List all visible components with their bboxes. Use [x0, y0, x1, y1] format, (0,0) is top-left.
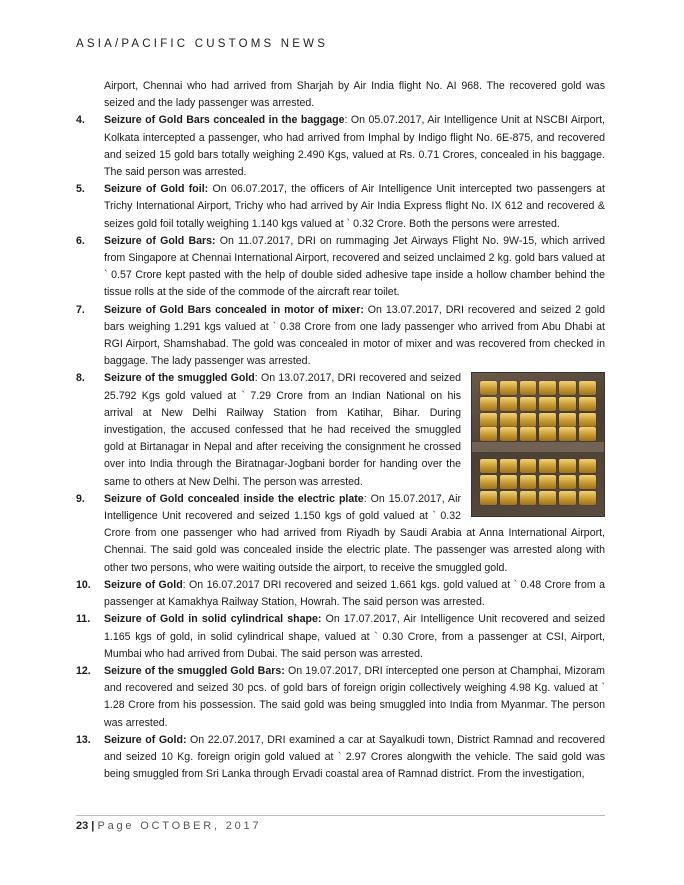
footer-separator: | [88, 820, 98, 832]
item-title-separator: : [344, 114, 351, 127]
item-title: Seizure of Gold concealed inside the electric plate [104, 492, 364, 505]
seizure-item [76, 112, 605, 181]
footer-divider [76, 815, 605, 816]
page-footer [76, 820, 261, 832]
seizure-item [76, 611, 605, 663]
item-text: On 17.07.2017, Air Intelligence Unit recovered and seized 1.165 kgs of gold, in solid cylindrical shape, valued at ` 0.30 Crore, from a passenger at CSI, Airport, Mumbai who had arrived from Dubai. The said person was arrested. [104, 613, 606, 660]
item-title: Seizure of Gold [104, 578, 183, 591]
item-number: 7. [76, 303, 85, 316]
footer-label: Page OCTOBER, 2017 [97, 820, 262, 832]
item-number: 12. [76, 664, 91, 677]
item-text: On 05.07.2017, Air Intelligence Unit at NSCBI Airport, Kolkata intercepted a passenger, who had arrived from Imphal by Indigo flight No. 6E-875, and recovered and seized 15 gold bars totally weighing 2.490 Kgs, valued at Rs. 0.71 Crores, concealed in his baggage. The said person was arrested. [104, 114, 605, 179]
item-text: On 16.07.2017 DRI recovered and seized 1.661 kgs. gold valued at ` 0.48 Crore from a passenger at Kamakhya Railway Station, Howrah. The said person was arrested. [104, 578, 605, 609]
item-number: 8. [76, 372, 85, 385]
item-title-separator: : [363, 492, 371, 505]
seizure-list [76, 112, 605, 783]
item-title-separator: : [182, 578, 190, 591]
item-number: 11. [76, 613, 91, 626]
item-title: Seizure of Gold Bars concealed in motor of mixer: [104, 303, 364, 316]
item-title-separator: : [254, 372, 261, 385]
seizure-item [76, 663, 605, 732]
seizure-item [76, 370, 605, 490]
item-text: On 22.07.2017, DRI examined a car at Sayalkudi town, District Ramnad and recovered and seized 10 Kg. foreign origin gold valued at ` 2.97 Crores alongwith the vehicle. The said gold was being smuggled from Sri Lanka through Ervadi coastal area of Ramnad district. From the investigation, [104, 733, 605, 781]
item-number: 9. [76, 492, 85, 505]
seizure-item [76, 181, 605, 233]
item-title: Seizure of Gold in solid cylindrical shape: [104, 613, 322, 626]
running-header: ASIA/PACIFIC CUSTOMS NEWS [76, 38, 329, 50]
item-title: Seizure of Gold: [104, 733, 187, 746]
item-text: On 13.07.2017, DRI recovered and seized 25.792 Kgs gold valued at ` 7.29 Crore from an Indian National on his arrival at New Delhi Railway Station from Katihar, Bihar. During investigation, the accused confessed that he had received the smuggled gold at Birtanagar in Nepal and after receiving the consignment he crossed over into India through the Biratnagar-Jogbani border for handing over the same to others at New Delhi. The person was arrested. [104, 372, 461, 488]
item-text: On 19.07.2017, DRI intercepted one person at Champhai, Mizoram and recovered and seized 30 pcs. of gold bars of foreign origin collectively weighing 4.98 Kg. valued at ` 1.28 Crore from his possession. The said gold was being smuggled into India from Myanmar. The person was arrested. [104, 664, 606, 729]
item-number: 10. [76, 578, 91, 591]
item-number: 4. [76, 114, 85, 127]
item-text: On 15.07.2017, Air Intelligence Unit recovered and seized 1.150 kgs of gold valued at ` 0.32 Crore from one passenger who had arrived from Riyadh by Saudi Arabia at Anna International Airport, Chennai. The said gold was concealed inside the electric plate. The passenger was arrested along with other two persons, who were waiting outside the airport, to receive the smuggled gold. [104, 492, 605, 574]
item-text: On 11.07.2017, DRI on rummaging Jet Airways Flight No. 9W-15, which arrived from Singapore at Chennai International Airport, recovered and seized unclaimed 2 kg. gold bars valued at ` 0.57 Crore kept pasted with the help of double sided adhesive tape inside a hollow chamber behind the tissue rolls at the side of the commode of the aircraft rear toilet. [104, 234, 605, 299]
seizure-item [76, 577, 605, 611]
item-title: Seizure of Gold foil: [104, 183, 209, 196]
item-number: 5. [76, 183, 85, 196]
page-number: 23 [76, 820, 89, 832]
item-title: Seizure of Gold Bars: [104, 234, 216, 247]
item-number: 13. [76, 733, 91, 746]
item-title: Seizure of the smuggled Gold [104, 372, 255, 385]
document-body [76, 78, 605, 783]
seizure-item [76, 233, 605, 302]
item-title: Seizure of Gold Bars concealed in the baggage [104, 114, 345, 127]
item-text: On 13.07.2017, DRI recovered and seized 2 gold bars weighing 1.291 kgs valued at ` 0.38 Crore from one lady passenger who arrived from Abu Dhabi at RGI Airport, Shamshabad. The gold was concealed in motor of mixer and was recovered from checked in baggage. The lady passenger was arrested. [104, 303, 605, 368]
continuation-paragraph: Airport, Chennai who had arrived from Sharjah by Air India flight No. AI 968. The recovered gold was seized and the lady passenger was arrested. [104, 80, 605, 110]
item-text: On 06.07.2017, the officers of Air Intelligence Unit intercepted two passengers at Trichy International Airport, Trichy who had arrived by Air India Express flight No. IX 612 and recovered & seizes gold foil totally weighing 1.140 kgs valued at ` 0.32 Crore. Both the persons were arrested. [104, 183, 605, 230]
item-number: 6. [76, 234, 85, 247]
seizure-item [76, 302, 605, 371]
seizure-item [76, 732, 605, 784]
seizure-item [76, 491, 605, 577]
item-title: Seizure of the smuggled Gold Bars: [104, 664, 285, 677]
